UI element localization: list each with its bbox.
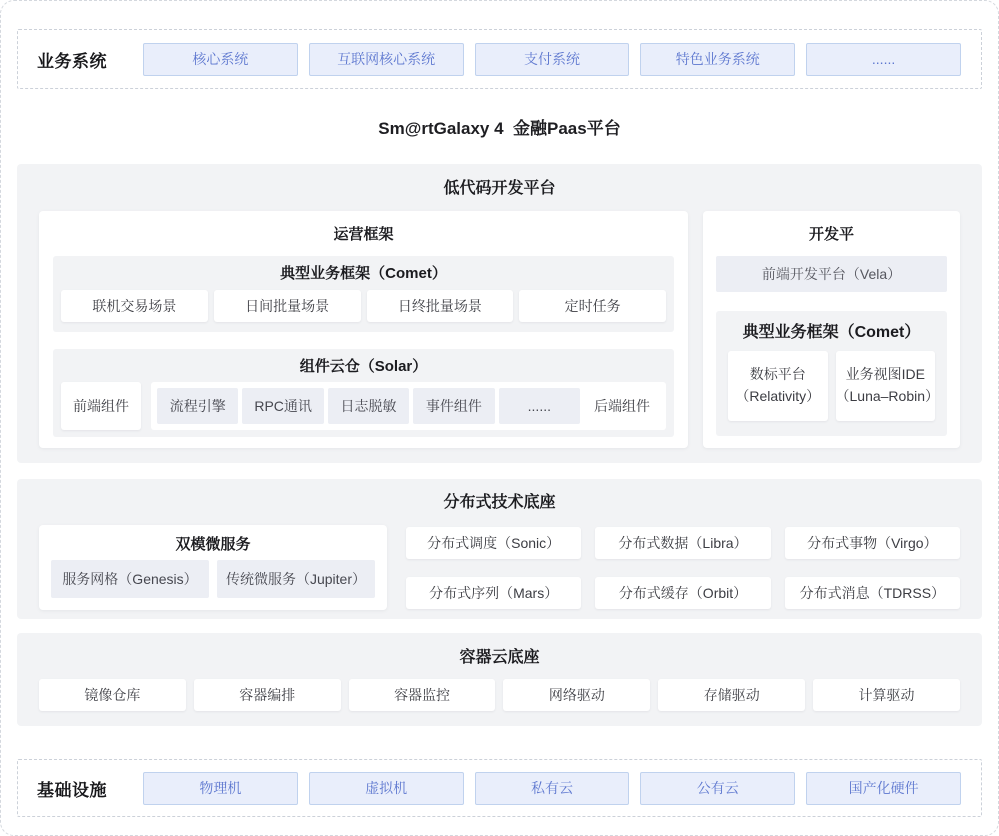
main-title: Sm@rtGalaxy 4 金融Paas平台 [378,119,621,138]
container-cloud-cards [39,679,960,711]
business-systems-row [17,29,982,89]
dual-mode-microservices-box [39,525,387,610]
distributed-content [39,525,960,610]
luna-robin-line2: （Luna–Robin） [835,388,940,404]
chip-vela-frontend-platform: 前端开发平台（Vela） [716,256,947,292]
pill-virtual-machine[interactable]: 虚拟机 [309,772,464,805]
chip-log-masking: 日志脱敏 [328,388,409,424]
dev-platform-box [703,211,960,448]
distributed-cards-grid [406,527,960,610]
card-virgo-transaction: 分布式事物（Virgo） [785,527,960,559]
card-libra-data: 分布式数据（Libra） [595,527,770,559]
main-title-row [17,89,982,164]
backend-components-label: 后端组件 [594,398,651,414]
card-container-orchestration: 容器编排 [194,679,341,711]
dual-mode-microservices-title: 双模微服务 [175,536,251,553]
card-image-registry: 镜像仓库 [39,679,186,711]
card-luna-robin-ide [835,351,940,421]
card-network-driver: 网络驱动 [503,679,650,711]
chip-jupiter-microservices: 传统微服务（Jupiter） [217,560,375,598]
relativity-line1: 数标平台 [749,366,806,383]
card-mars-sequence: 分布式序列（Mars） [406,577,581,609]
solar-components-row [61,382,666,430]
relativity-line2: （Relativity） [735,388,821,404]
card-eod-batch: 日终批量场景 [367,290,514,322]
pill-core-system[interactable]: 核心系统 [143,43,298,76]
comet-business-framework-title: 典型业务框架（Comet） [280,265,447,282]
card-orbit-cache: 分布式缓存（Orbit） [595,577,770,609]
chip-more-components: ...... [499,388,580,424]
card-tdrss-messaging: 分布式消息（TDRSS） [785,577,960,609]
chip-process-engine: 流程引擎 [157,388,238,424]
card-daytime-batch: 日间批量场景 [214,290,361,322]
chip-event-components: 事件组件 [413,388,494,424]
card-compute-driver: 计算驱动 [813,679,960,711]
low-code-content [39,211,960,448]
business-systems-label: 业务系统 [37,51,107,71]
container-cloud-panel [17,633,982,726]
chip-rpc-communication: RPC通讯 [242,388,323,424]
card-frontend-components: 前端组件 [61,382,141,430]
low-code-panel [17,164,982,463]
business-systems-pills [143,43,961,76]
pill-public-cloud[interactable]: 公有云 [640,772,795,805]
dual-mode-chips [51,560,375,598]
card-relativity-platform [728,351,828,421]
container-cloud-title: 容器云底座 [459,649,540,666]
operation-framework-box [39,211,688,448]
infrastructure-row [17,759,982,817]
chip-genesis-service-mesh: 服务网格（Genesis） [51,560,209,598]
pill-physical-machine[interactable]: 物理机 [143,772,298,805]
infrastructure-label: 基础设施 [37,780,107,800]
card-container-monitoring: 容器监控 [349,679,496,711]
pill-private-cloud[interactable]: 私有云 [475,772,630,805]
card-storage-driver: 存储驱动 [658,679,805,711]
pill-internet-core-system[interactable]: 互联网核心系统 [309,43,464,76]
solar-component-warehouse-title: 组件云仓（Solar） [299,358,428,375]
solar-backend-strip [151,382,666,430]
operation-framework-title: 运营框架 [333,226,394,243]
pill-domestic-hardware[interactable]: 国产化硬件 [806,772,961,805]
pill-payment-system[interactable]: 支付系统 [475,43,630,76]
distributed-base-title: 分布式技术底座 [443,494,556,511]
dev-comet-framework-title: 典型业务框架（Comet） [742,324,921,341]
comet-business-framework-section [53,256,674,332]
comet-scenario-cards [61,290,666,322]
dev-comet-cards [728,351,940,421]
dev-platform-title: 开发平 [808,226,854,243]
low-code-panel-title: 低代码开发平台 [443,180,556,197]
luna-robin-line1: 业务视图IDE [845,366,925,383]
card-scheduled-tasks: 定时任务 [519,290,666,322]
pill-special-business-system[interactable]: 特色业务系统 [640,43,795,76]
card-sonic-scheduling: 分布式调度（Sonic） [406,527,581,559]
dev-comet-framework-section [716,311,947,436]
pill-more-systems[interactable]: ...... [806,43,961,76]
card-online-trading: 联机交易场景 [61,290,208,322]
solar-component-warehouse-section [53,349,674,437]
distributed-base-panel [17,479,982,619]
infrastructure-pills [143,772,961,805]
